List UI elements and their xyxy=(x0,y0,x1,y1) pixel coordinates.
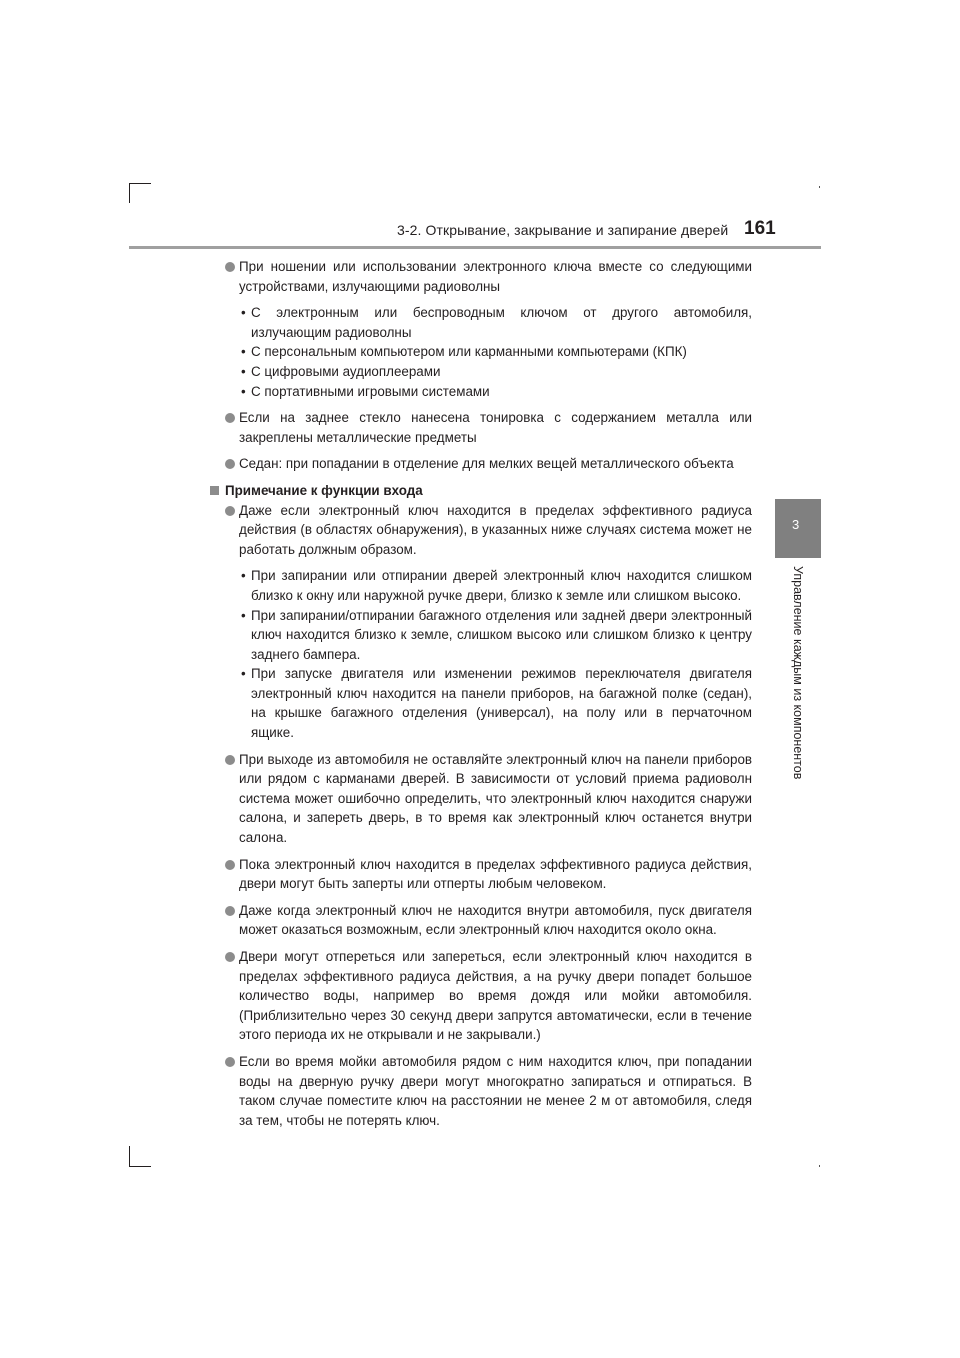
section-title: 3-2. Открывание, закрывание и запирание дверей xyxy=(397,222,729,238)
circle-bullet-icon xyxy=(225,952,235,962)
item-text: При запирании или отпирании дверей электронный ключ находится слишком близко к окну или наружной ручке двери, близко к земле или слишком высоко. xyxy=(251,568,752,603)
item-text: При запуске двигателя или изменении режимов переключателя двигателя электронный ключ находится на панели приборов, на багажной полке (седан), на крышке багажного отделения (универсал), на полу или в перчаточном ящике. xyxy=(251,666,752,741)
circle-bullet-icon xyxy=(225,906,235,916)
crop-mark-top-left-v xyxy=(129,183,130,203)
sub-list-item xyxy=(209,303,752,342)
circle-bullet-icon xyxy=(225,413,235,423)
crop-dot-bottom-right xyxy=(819,1165,820,1167)
crop-mark-bottom-left-h xyxy=(129,1166,151,1167)
item-text: Даже если электронный ключ находится в пределах эффективного радиуса действия (в областях обнаружения), в указанных ниже случаях система может не работать должным образом. xyxy=(239,502,752,557)
bullet-dot-marker: • xyxy=(241,568,246,584)
bullet-item xyxy=(209,1052,752,1130)
circle-bullet-icon xyxy=(225,1057,235,1067)
crop-mark-top-left-h xyxy=(129,183,151,184)
bullet-dot-marker: • xyxy=(241,383,246,399)
header-rule xyxy=(129,246,821,249)
item-text: Если во время мойки автомобиля рядом с ним находится ключ, при попадании воды на дверную ручку двери могут многократно запираться и отпираться. В таком случае поместите ключ на расстоянии не менее 2 м от автомобиля, следя за тем, чтобы не потерять ключ. xyxy=(239,1053,752,1128)
item-text: Даже когда электронный ключ не находится внутри автомобиля, пуск двигателя может оказаться возможным, если электронный ключ находится около окна. xyxy=(239,902,752,938)
item-text: При ношении или использовании электронного ключа вместе со следующими устройствами, излучающими радиоволны xyxy=(239,259,752,294)
bullet-item xyxy=(209,750,752,848)
bullet-item xyxy=(209,855,752,894)
item-text: При выходе из автомобиля не оставляйте электронный ключ на панели приборов или рядом с карманами дверей. В зависимости от условий приема радиоволн система может ошибочно определить, что электронный ключ находится снаружи салона, и запереть дверь, в то время как электронный ключ останется внутри салона. xyxy=(239,751,752,846)
bullet-dot-marker: • xyxy=(241,305,246,321)
page-body xyxy=(209,257,752,1130)
sub-list-item xyxy=(209,342,752,362)
bullet-dot-marker: • xyxy=(241,363,246,379)
bullet-item xyxy=(209,257,752,296)
circle-bullet-icon xyxy=(225,860,235,870)
bullet-dot-marker: • xyxy=(241,666,246,682)
item-text: С цифровыми аудиоплеерами xyxy=(251,363,441,379)
sub-list-item xyxy=(209,606,752,665)
section-heading xyxy=(209,481,752,501)
item-text: С персональным компьютером или карманными компьютерами (КПК) xyxy=(251,344,687,360)
chapter-number: 3 xyxy=(792,517,800,532)
item-text: Седан: при попадании в отделение для мелких вещей металлического объекта xyxy=(239,456,734,472)
item-text: При запирании/отпирании багажного отделения или задней двери электронный ключ находится близко к земле, слишком высоко или слишком близко к центру заднего бампера. xyxy=(251,607,752,662)
bullet-dot-marker: • xyxy=(241,344,246,360)
chapter-title: Управление каждым из компонентов xyxy=(791,566,805,780)
bullet-item xyxy=(209,454,752,474)
bullet-dot-marker: • xyxy=(241,607,246,623)
crop-dot-top-right xyxy=(819,186,820,188)
bullet-item xyxy=(209,901,752,940)
item-text: С электронным или беспроводным ключом от другого автомобиля, излучающим радиоволны xyxy=(251,305,752,340)
sub-list-item xyxy=(209,566,752,605)
item-text: Пока электронный ключ находится в пределах эффективного радиуса действия, двери могут быть заперты или отперты любым человеком. xyxy=(239,856,752,892)
square-bullet-icon xyxy=(210,486,219,495)
item-text: Двери могут отпереться или запереться, если электронный ключ находится в пределах эффективного радиуса действия, а на ручку двери попадет большое количество воды, например во время дождя или мойки автомобиля. (Приблизительно через 30 секунд двери запрутся автоматически, если в течение этого периода их не открывали и не закрывали.) xyxy=(239,949,752,1043)
sub-list-item xyxy=(209,382,752,402)
sub-list-item xyxy=(209,664,752,742)
circle-bullet-icon xyxy=(225,755,235,765)
bullet-item xyxy=(209,947,752,1045)
item-text: Если на заднее стекло нанесена тонировка с содержанием металла или закреплены металлические предметы xyxy=(239,410,752,445)
circle-bullet-icon xyxy=(225,459,235,469)
bullet-item xyxy=(209,408,752,447)
circle-bullet-icon xyxy=(225,506,235,516)
page-number: 161 xyxy=(744,218,776,239)
item-text: С портативными игровыми системами xyxy=(251,383,490,399)
crop-mark-bottom-left-v xyxy=(129,1146,130,1166)
circle-bullet-icon xyxy=(225,262,235,272)
sub-list-item xyxy=(209,362,752,382)
bullet-item xyxy=(209,501,752,560)
item-text: Примечание к функции входа xyxy=(225,482,423,498)
